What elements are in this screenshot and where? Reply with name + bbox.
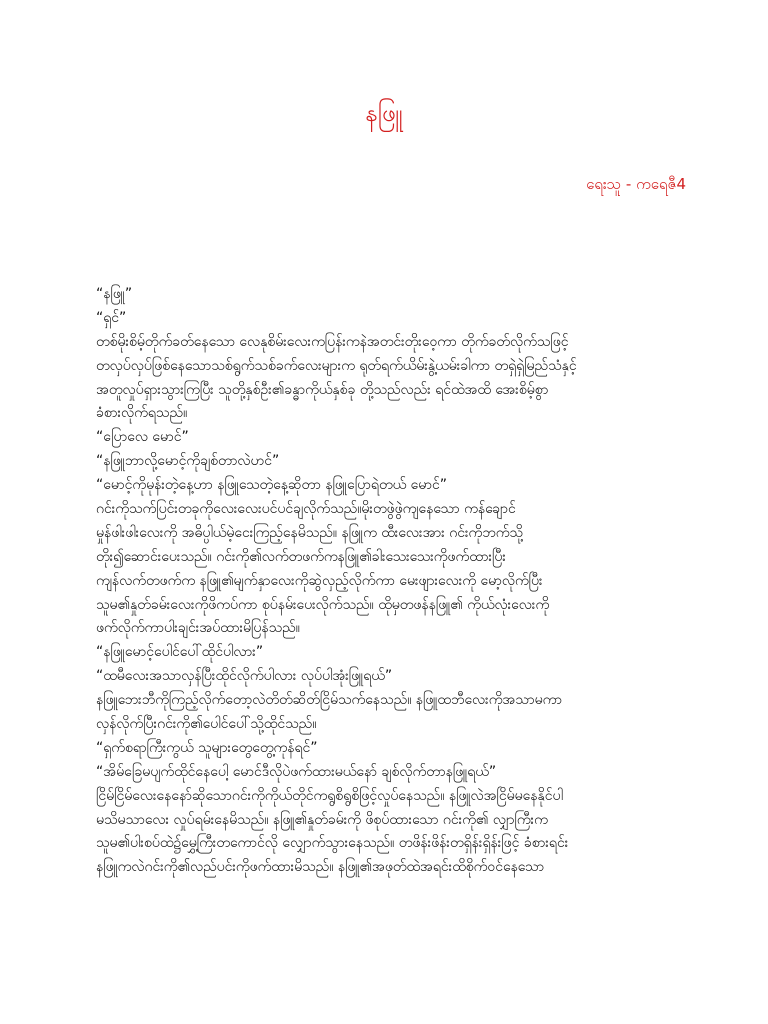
text-line: “ရှက်စရာကြီးကွယ် သူများတွေတွေ့ကုန်ရင်” [96, 739, 318, 756]
text-line: မှုန်ဖါးဖါးလေးကို အဓိပ္ပါယ်မဲ့ငေးကြည့်နေမိသည်။ နဖြူက ထီးလေးအား ဂင်းကိုဘက်သို့ [96, 524, 523, 541]
text-line: “အိမ်ခြေမပျက်ထိုင်နေပေါ့ မောင်ဒီလိုပဲဖက်ထားမယ်နော် ချစ်လိုက်တာနဖြူရယ်” [96, 763, 497, 780]
text-line: သူမ၏ပါးစပ်ထဲ၌မွှေ့ကြီးတကောင်လို လျှောက်သွားနေသည်။ တဖိန်းဖိန်းတရှိန်းရှိန်းဖြင့် ခံစားရင်း [96, 835, 569, 852]
author-line: ရေးသူ - ကရေဇီ4 [586, 175, 686, 193]
text-line: ဖက်လိုက်ကာပါးချင်းအပ်ထားမိပြန်သည်။ [96, 620, 300, 637]
text-line: “နဖြူ” [96, 286, 133, 302]
text-line: ကျန်လက်တဖက်က နဖြူ၏မျက်နှာလေးကိုဆွဲလှည့်လိုက်ကာ မေးဖျားလေးကို မော့လိုက်ပြီး [96, 572, 543, 589]
text-line: ဂင်းကိုသက်ပြင်းတခုကိုလေးလေးပင်ပင်ချလိုက်သည်။မိုးတဖွဲဖွဲကျနေသော ကန်ချောင် [96, 501, 516, 518]
text-line: “နဖြူဘာလို့မောင့်ကိုချစ်တာလဲဟင်” [96, 453, 280, 470]
text-line: အတူလှုပ်ရှားသွားကြပြီး သူတို့နှစ်ဦး၏ခန္ဓာကိုယ်နှစ်ခု တို့သည်လည်း ရင်ထဲအထိ အေးစိမ့်စွာ [96, 381, 549, 398]
text-line: “ရှင်” [96, 309, 127, 326]
text-line: လှန်လိုက်ပြီးဂင်းကို၏ပေါင်ပေါ်သို့ထိုင်သည်။ [96, 716, 317, 733]
text-line: နဖြူဘေးဘီကိုကြည့်လိုက်တော့လဲတိတ်ဆိတ်ငြိမ်သက်နေသည်။ နဖြူထဘီလေးကိုအသာမကာ [96, 692, 563, 709]
text-line: တစ်မိုးစိမ့်တိုက်ခတ်နေသော လေနုစိမ်းလေးကပြန်းကနဲအတင်းတိုးဝေ့ကာ တိုက်ခတ်လိုက်သဖြင့် [96, 333, 569, 350]
text-line: နဖြူကလဲဂင်းကို၏လည်ပင်းကိုဖက်ထားမိသည်။ နဖြူ၏အဖုတ်ထဲအရင်းထိစိုက်ဝင်နေသော [96, 859, 545, 876]
text-line: ခံစားလိုက်ရသည်။ [96, 405, 188, 422]
text-line: “ထမီလေးအသာလှန်ပြီးထိုင်လိုက်ပါလား လုပ်ပါအုံးဖြူရယ်” [96, 668, 393, 685]
text-line: “နဖြူမောင့်ပေါင်ပေါ်ထိုင်ပါလား” [96, 644, 264, 661]
document-body [96, 283, 696, 880]
text-line: မသိမသာလေး လှုပ်ရမ်းနေမိသည်။ နဖြူ၏နှုတ်ခမ်းကို ဖိစုပ်ထားသော ဂင်းကို၏ လျှာကြီးက [96, 811, 548, 828]
text-line: “မောင့်ကိုမုန်းတဲ့နေ့ဟာ နဖြူသေတဲ့နေ့ဆိုတာ နဖြူပြောရဲတယ် မောင်” [96, 477, 448, 494]
text-line: သူမ၏နှုတ်ခမ်းလေးကိုဖိကပ်ကာ စုပ်နမ်းပေးလိုက်သည်။ ထိုမှတဖန်နဖြူ၏ ကိုယ်လုံးလေးကို [96, 596, 550, 613]
text-line: တလှပ်လှပ်ဖြစ်နေသောသစ်ရွက်သစ်ခက်လေးများက ရုတ်ရက်ယိမ်းနွဲ့ယမ်းခါကာ တရှဲရှဲမြည်သံနှင့် [96, 357, 577, 374]
document-title: နဖြူ [365, 99, 403, 127]
text-line: ငြိမ်ငြိမ်လေးနေနော်ဆိုသောဂင်းကိုကိုယ်တိုင်ကရွစိရွစိဖြင့်လှုပ်နေသည်။ နဖြူလဲအငြိမ်မနေနိုင်ပါ [96, 787, 563, 804]
text-line: တိုး၍ဆောင်းပေးသည်။ ဂင်းကို၏လက်တဖက်ကနဖြူ၏ခါးသေးသေးကိုဖက်ထားပြီး [96, 548, 506, 565]
text-line: “ပြောလေ မောင်” [96, 429, 189, 446]
